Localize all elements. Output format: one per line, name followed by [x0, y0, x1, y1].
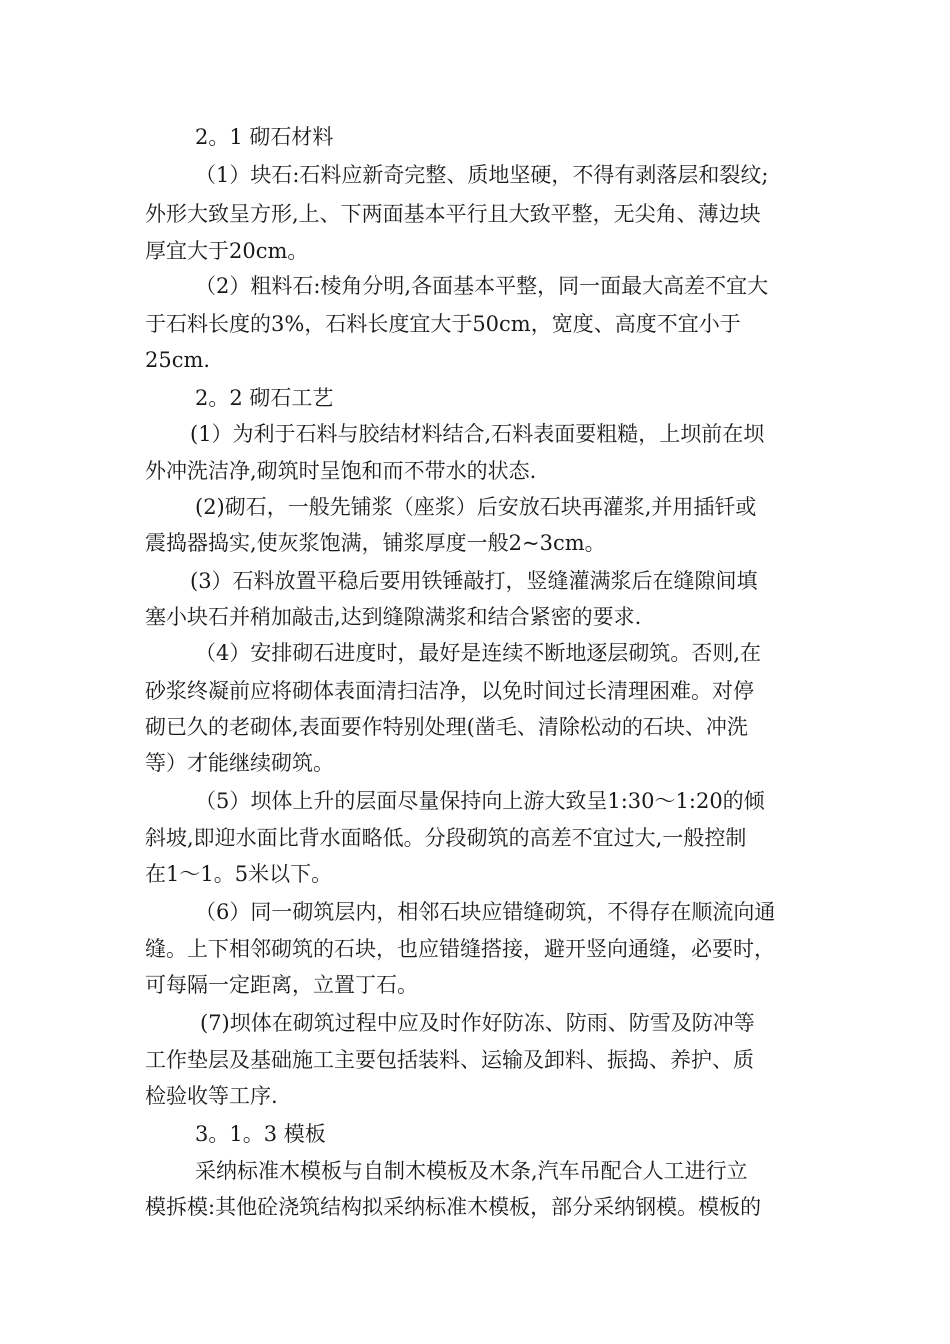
paragraph-line: (7)坝体在砌筑过程中应及时作好防冻、防雨、防雪及防冲等 — [200, 1011, 755, 1035]
section-heading-2-1: 2。1 砌石材料 — [195, 125, 334, 149]
paragraph-line: 缝。上下相邻砌筑的石块，也应错缝搭接，避开竖向通缝，必要时， — [145, 937, 775, 961]
paragraph-line: 在1～1。5米以下。 — [145, 862, 333, 886]
paragraph-line: 模拆模:其他砼浇筑结构拟采纳标准木模板，部分采纳钢模。模板的 — [145, 1195, 762, 1219]
paragraph-line: (3）石料放置平稳后要用铁锤敲打，竖缝灌满浆后在缝隙间填 — [190, 569, 758, 593]
paragraph-line: 于石料长度的3%，石料长度宜大于50cm，宽度、高度不宜小于 — [145, 312, 741, 336]
paragraph-line: 斜坡,即迎水面比背水面略低。分段砌筑的高差不宜过大,一般控制 — [145, 826, 747, 850]
paragraph-line: 采纳标准木模板与自制木模板及木条,汽车吊配合人工进行立 — [195, 1159, 748, 1183]
paragraph-line: 厚宜大于20cm。 — [145, 239, 309, 263]
paragraph-line: 外冲洗洁净,砌筑时呈饱和而不带水的状态. — [145, 459, 537, 483]
paragraph-line: 震捣器捣实,使灰浆饱满，铺浆厚度一般2~3cm。 — [145, 531, 606, 555]
paragraph-line: （1）块石:石料应新奇完整、质地坚硬，不得有剥落层和裂纹; — [195, 163, 769, 187]
paragraph-line: 等）才能继续砌筑。 — [145, 751, 334, 775]
paragraph-line: 25cm. — [145, 348, 211, 372]
section-heading-2-2: 2。2 砌石工艺 — [195, 386, 334, 410]
paragraph-line: 工作垫层及基础施工主要包括装料、运输及卸料、振捣、养护、质 — [145, 1048, 754, 1072]
paragraph-line: 可每隔一定距离，立置丁石。 — [145, 973, 418, 997]
paragraph-line: 检验收等工序. — [145, 1084, 278, 1108]
paragraph-line: 砂浆终凝前应将砌体表面清扫洁净，以免时间过长清理困难。对停 — [145, 679, 754, 703]
section-heading-3-1-3: 3。1。3 模板 — [195, 1122, 326, 1146]
paragraph-line: （6）同一砌筑层内，相邻石块应错缝砌筑，不得存在顺流向通 — [195, 900, 776, 924]
paragraph-line: 砌已久的老砌体,表面要作特别处理(凿毛、清除松动的石块、冲洗 — [145, 715, 748, 739]
paragraph-line: （2）粗料石:棱角分明,各面基本平整，同一面最大高差不宜大 — [195, 274, 769, 298]
paragraph-line: 外形大致呈方形,上、下两面基本平行且大致平整，无尖角、薄边块 — [145, 202, 761, 226]
paragraph-line: (1）为利于石料与胶结材料结合,石料表面要粗糙，上坝前在坝 — [190, 422, 765, 446]
paragraph-line: 塞小块石并稍加敲击,达到缝隙满浆和结合紧密的要求. — [145, 605, 642, 629]
paragraph-line: (2)砌石，一般先铺浆（座浆）后安放石块再灌浆,并用插钎或 — [195, 495, 757, 519]
paragraph-line: （4）安排砌石进度时，最好是连续不断地逐层砌筑。否则,在 — [195, 641, 762, 665]
paragraph-line: （5）坝体上升的层面尽量保持向上游大致呈1:30～1:20的倾 — [195, 789, 765, 813]
